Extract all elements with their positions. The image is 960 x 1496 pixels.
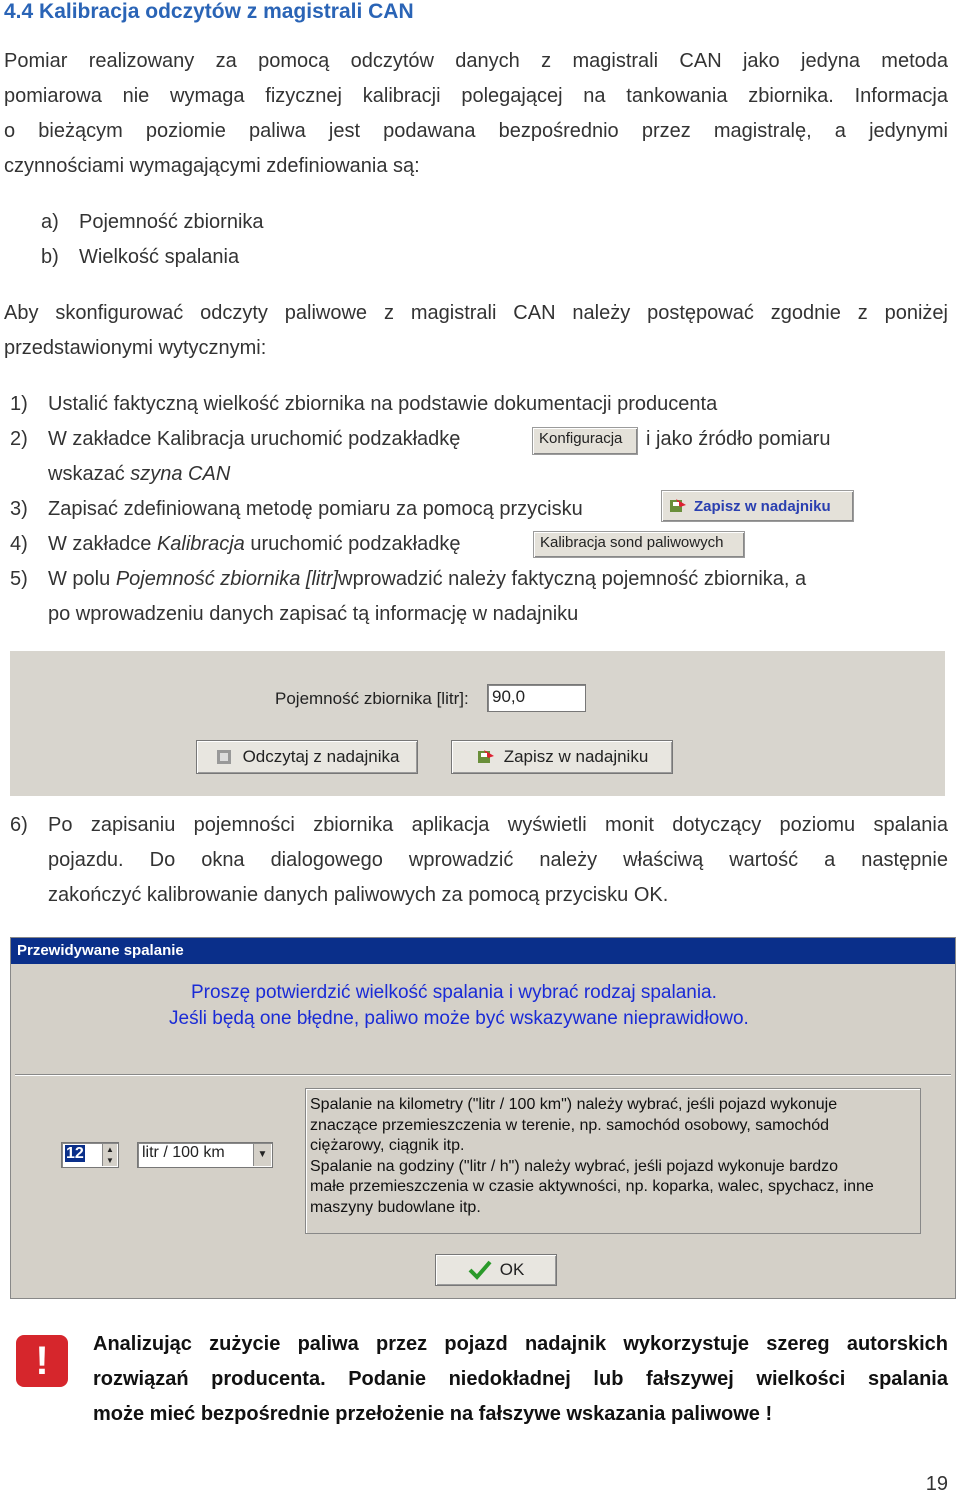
step-6-line-3: zakończyć kalibrowanie danych paliwowych za pomocą przycisku OK. — [48, 884, 669, 906]
section-heading: 4.4 Kalibracja odczytów z magistrali CAN — [4, 0, 414, 23]
list-marker: a) — [41, 211, 59, 233]
intro-line-3: o bieżącym poziomie paliwa jest podawana bezpośrednio przez magistralę, a jedynymi — [4, 120, 948, 142]
consumption-spinner[interactable] — [61, 1142, 119, 1168]
dialog-message-2: Jeśli będą one błędne, paliwo może być wskazywane nieprawidłowo. — [169, 1008, 749, 1029]
info-box — [305, 1088, 921, 1234]
warning-text — [93, 1327, 948, 1432]
info-line: Spalanie na godziny ("litr / h") należy wybrać, jeśli pojazd wykonuje bardzo — [310, 1157, 839, 1175]
tank-capacity-panel — [10, 651, 945, 796]
save-to-device-button[interactable] — [451, 740, 673, 774]
para2-line-2: przedstawionymi wytycznymi: — [4, 337, 267, 359]
step-2-line-2: wskazać szyna CAN — [48, 463, 231, 485]
intro-line-2: pomiarowa nie wymaga fizycznej kalibracji polegającej na tankowania zbiornika. Informacja — [4, 85, 948, 107]
step-marker: 2) — [10, 428, 28, 450]
step-6-line-1: Po zapisaniu pojemności zbiornika aplikacja wyświetli monit dotyczący poziomu spalania — [48, 814, 948, 836]
info-line: znaczące przemieszczenia w terenie, np. samochód osobowy, samochód — [310, 1116, 830, 1134]
step-marker: 3) — [10, 498, 28, 520]
consumption-value: 12 — [66, 1145, 84, 1162]
spinner-arrows-icon[interactable]: ▲ ▼ — [102, 1144, 117, 1166]
read-from-device-label: Odczytaj z nadajnika — [242, 747, 400, 766]
step-1-text: Ustalić faktyczną wielkość zbiornika na podstawie dokumentacji producenta — [48, 393, 718, 415]
info-line: maszyny budowlane itp. — [310, 1198, 481, 1216]
info-line: małe przemieszczenia w czasie aktywności, np. koparka, walec, spychacz, inne — [310, 1178, 874, 1195]
info-text — [310, 1095, 874, 1218]
dialog-message-1: Proszę potwierdzić wielkość spalania i wybrać rodzaj spalania. — [191, 982, 717, 1003]
intro-line-1: Pomiar realizowany za pomocą odczytów danych z magistrali CAN jako jedyna metoda — [4, 50, 948, 72]
list-item: Wielkość spalania — [79, 246, 240, 268]
ok-label: OK — [499, 1260, 525, 1279]
step-4-text: W zakładce Kalibracja uruchomić podzakładkę — [48, 533, 461, 555]
warning-line-3: może mieć bezpośrednie przełożenie na fałszywe wskazania paliwowe ! — [93, 1403, 773, 1425]
step-2-text: W zakładce Kalibracja uruchomić podzakładkę — [48, 428, 461, 450]
step-5-text: W polu Pojemność zbiornika [litr]wprowadzić należy faktyczną pojemność zbiornika, a — [48, 568, 807, 590]
consumption-dialog — [10, 937, 956, 1299]
save-to-device-inline-button[interactable] — [661, 490, 854, 522]
read-from-device-button[interactable] — [196, 740, 418, 774]
step-marker: 5) — [10, 568, 28, 590]
save-icon — [476, 748, 496, 766]
step-marker: 6) — [10, 814, 28, 836]
read-icon — [215, 748, 235, 766]
info-line: Spalanie na kilometry ("litr / 100 km") należy wybrać, jeśli pojazd wykonuje — [310, 1096, 838, 1113]
info-line: ciężarowy, ciągnik itp. — [310, 1137, 465, 1154]
tank-capacity-input[interactable]: 90,0 — [487, 684, 586, 712]
step-5-line-2: po wprowadzeniu danych zapisać tą informację w nadajniku — [48, 603, 579, 625]
warning-line-1: Analizując zużycie paliwa przez pojazd nadajnik wykorzystuje szereg autorskich — [93, 1333, 948, 1355]
step-3-text: Zapisać zdefiniowaną metodę pomiaru za pomocą przycisku — [48, 498, 583, 520]
save-to-device-inline-label: Zapisz w nadajniku — [694, 497, 831, 515]
page-number: 19 — [925, 1473, 948, 1495]
step-marker: 4) — [10, 533, 28, 555]
dialog-title: Przewidywane spalanie — [17, 942, 184, 959]
fuel-probe-calibration-tab-button[interactable]: Kalibracja sond paliwowych — [533, 531, 745, 558]
consumption-unit-select[interactable] — [137, 1142, 273, 1168]
step-2-text-b: i jako źródło pomiaru — [646, 428, 831, 450]
list-marker: b) — [41, 246, 59, 268]
warning-icon: ! — [16, 1335, 68, 1387]
ok-button[interactable] — [435, 1254, 557, 1286]
step-marker: 1) — [10, 393, 28, 415]
konfiguracja-tab-button[interactable]: Konfiguracja — [532, 427, 638, 455]
dialog-message-area — [15, 966, 951, 1066]
warning-line-2: rozwiązań producenta. Podanie niedokładnej lub fałszywej wielkości spalania — [93, 1368, 948, 1390]
list-item: Pojemność zbiornika — [79, 211, 264, 233]
save-to-device-label: Zapisz w nadajniku — [503, 747, 649, 766]
dialog-titlebar — [11, 938, 955, 964]
para2-line-1: Aby skonfigurować odczyty paliwowe z magistrali CAN należy postępować zgodnie z poniżej — [4, 302, 948, 324]
save-icon — [668, 497, 688, 515]
unit-select-value: litr / 100 km — [142, 1144, 225, 1161]
tank-capacity-label: Pojemność zbiornika [litr]: — [275, 689, 469, 708]
step-6-line-2: pojazdu. Do okna dialogowego wprowadzić należy właściwą wartość a następnie — [48, 849, 948, 871]
intro-line-4: czynnościami wymagającymi zdefiniowania są: — [4, 155, 420, 177]
chevron-down-icon[interactable]: ▼ — [253, 1144, 271, 1166]
checkmark-icon — [468, 1260, 492, 1280]
divider — [15, 1074, 951, 1076]
